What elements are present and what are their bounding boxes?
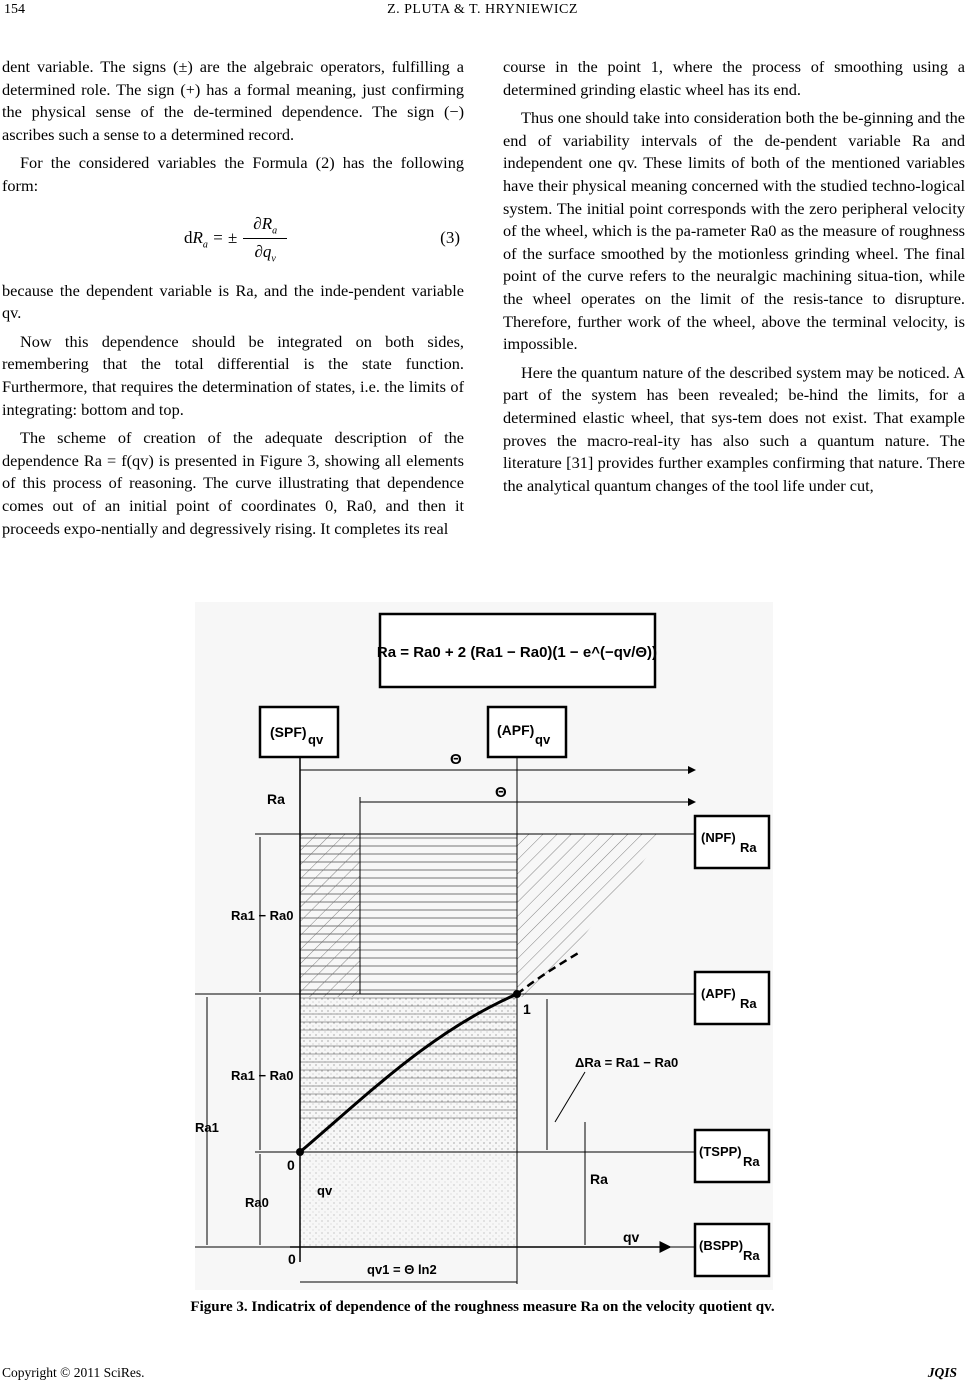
right-paragraph-3: Here the quantum nature of the described system may be noticed. A part of the system has been revealed; be-hind the limits, for a determined elastic wheel, that sys-tem does not exist. That example proves the macro-real-ity has also such a quantum nature. The literature [31] provides further examples confirming that nature. There the analytical quantum changes of the tool life under cut, xyxy=(503,362,965,495)
apf-top-label: (APF) xyxy=(497,722,535,738)
ra1-label: Ra1 xyxy=(195,1120,219,1135)
copyright: Copyright © 2011 SciRes. xyxy=(2,1365,145,1380)
delta-label: ΔRa = Ra1 − Ra0 xyxy=(575,1055,679,1070)
diff2-label: Ra1 − Ra0 xyxy=(231,1068,294,1083)
right-paragraph-2: Thus one should take into consideration both the be-ginning and the end of variability intervals of the de-pendent variable Ra and independent one qv. These limits of both of the mentioned variables have their physical meaning concerned with the studied techno-logical system. The initial point corresponds with the zero peripheral velocity of the wheel, which is the pa-rameter Ra0 as the measure of roughness of the surface smoothed by the motionless grinding wheel. The final point of the curve refers to the neuralgic machining situa-tion, while the wheel operates on the limit of the resis-tance to disrupture. Therefore, further work of the wheel, above the terminal velocity, is impossible. xyxy=(503,108,965,354)
running-head: Z. PLUTA & T. HRYNIEWICZ xyxy=(387,2,578,17)
theta-label-1: Θ xyxy=(450,751,462,768)
page-number: 154 xyxy=(4,2,25,17)
journal-name: JQIS xyxy=(927,1365,957,1380)
spf-label: (SPF) xyxy=(270,724,307,740)
bspp-label: (BSPP) xyxy=(699,1238,744,1253)
apf-right-label: (APF) xyxy=(701,986,736,1001)
equation-number: (3) xyxy=(440,228,460,248)
qv1-label: qv1 = Θ ln2 xyxy=(367,1262,437,1277)
left-paragraph-2: For the considered variables the Formula (2) has the following form: xyxy=(2,153,464,195)
right-column xyxy=(503,56,965,497)
tspp-ra: Ra xyxy=(743,1154,760,1169)
equation-lhs: $dR_a$ = ± xyxy=(184,228,238,251)
left-paragraph-1: dent variable. The signs (±) are the algebraic operators, fulfilling a determined role. The sign (+) has a formal meaning, just confirming the physical sense of the de-termined dependence. The sign (−) ascribes such a sense to a determined record. xyxy=(2,57,464,144)
region-diagonal-hatch xyxy=(300,834,360,997)
npf-ra: Ra xyxy=(740,840,757,855)
right-paragraph-1: course in the point 1, where the process of smoothing using a determined grinding elastic wheel has its end. xyxy=(503,57,965,99)
apf-right-ra: Ra xyxy=(740,996,757,1011)
ra0-label: Ra0 xyxy=(245,1195,269,1210)
spf-qv: qv xyxy=(308,732,324,747)
theta-label-2: Θ xyxy=(495,784,507,801)
formula-text: Ra = Ra0 + 2 (Ra1 − Ra0)(1 − e^(−qv/Θ)) xyxy=(376,644,658,661)
left-paragraph-5: The scheme of creation of the adequate description of the dependence Ra = f(qv) is presented in Figure 3, showing all elements of this process of reasoning. The curve illustrating that dependence comes out of an initial point of coordinates 0, Ra0, and then it proceeds expo-nentially and degressively rising. It completes its real xyxy=(2,428,464,538)
point-0-marker xyxy=(296,1148,304,1156)
bspp-ra: Ra xyxy=(743,1248,760,1263)
diff1-label: Ra1 − Ra0 xyxy=(231,908,294,923)
qv-axis-label: qv xyxy=(623,1229,640,1245)
origin-label: 0 xyxy=(288,1251,296,1267)
point-0-label: 0 xyxy=(287,1157,295,1173)
ra-right-label: Ra xyxy=(590,1171,608,1187)
tspp-label: (TSPP) xyxy=(699,1144,742,1159)
figure-caption: Figure 3. Indicatrix of dependence of the roughness measure Ra on the velocity quotient qv. xyxy=(190,1299,775,1315)
figure-3-diagram xyxy=(195,602,773,1290)
left-paragraph-3: because the dependent variable is Ra, and the inde-pendent variable qv. xyxy=(2,280,464,323)
left-paragraph-4: Now this dependence should be integrated on both sides, remembering that the total differential is the state function. Furthermore, that requires the determination of states, i.e. the limits of integrating: bottom and top. xyxy=(2,331,464,419)
npf-label: (NPF) xyxy=(701,830,736,845)
equation-3 xyxy=(2,204,464,274)
qv-short-label: qv xyxy=(317,1183,333,1198)
region-dotted-lower xyxy=(300,1152,517,1247)
point-1-label: 1 xyxy=(523,1001,531,1017)
point-1-marker xyxy=(513,990,521,998)
apf-top-qv: qv xyxy=(535,732,551,747)
ra-axis-label: Ra xyxy=(267,791,285,807)
left-column xyxy=(2,56,464,540)
equation-fraction: $\frac{\partial R_a}{\partial q_v}$ xyxy=(243,213,287,263)
